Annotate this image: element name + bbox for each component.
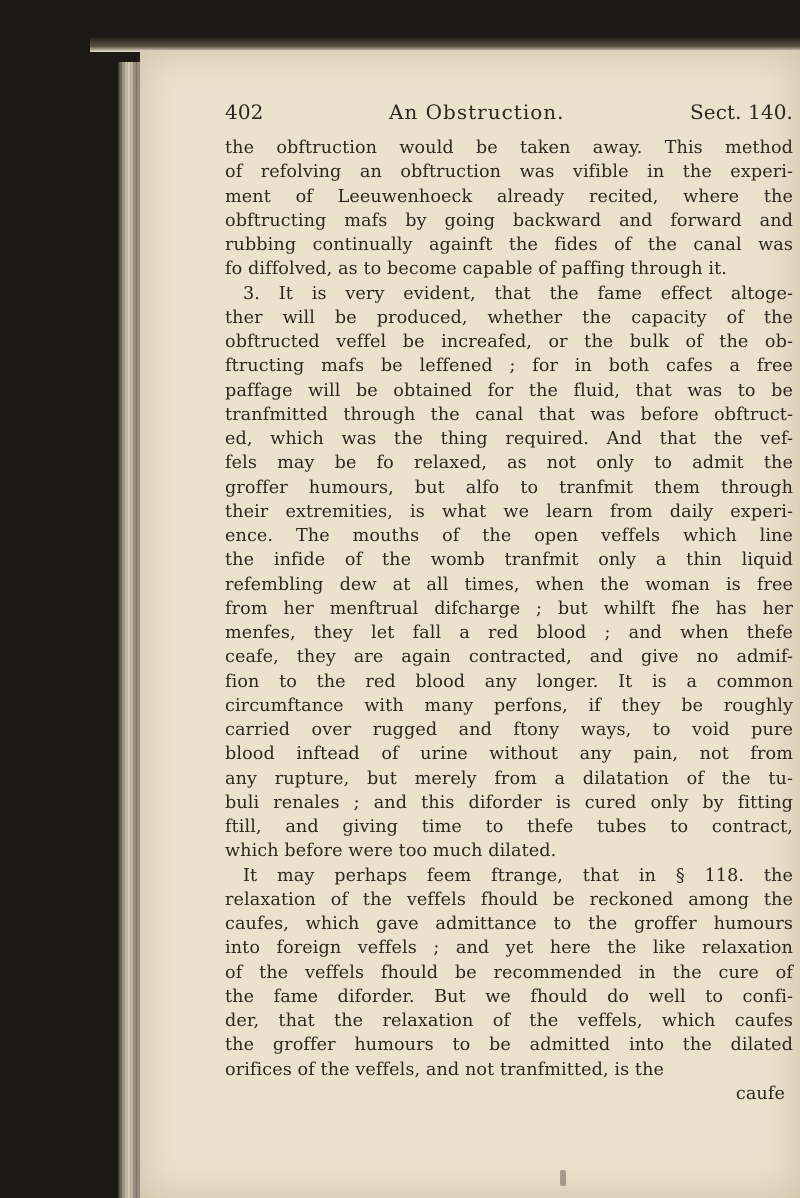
- text-line: refembling dew at all times, when the woman is free: [225, 574, 793, 595]
- page-number: 402: [225, 100, 264, 124]
- text-line: buli renales ; and this diforder is cured only by fitting: [225, 792, 793, 813]
- text-line: blood inftead of urine without any pain, not from: [225, 744, 793, 765]
- text-line: paffage will be obtained for the fluid, that was to be: [225, 380, 793, 401]
- text-line: ftill, and giving time to thefe tubes to contract,: [225, 817, 793, 837]
- text-line: fo diffolved, as to become capable of paffing through it.: [225, 259, 727, 280]
- text-line: ment of Leeuwenhoeck already recited, where the: [225, 186, 793, 207]
- text-line: tranfmitted through the canal that was before obftruct-: [225, 404, 793, 425]
- text-line: ence. The mouths of the open veffels which line: [225, 526, 793, 546]
- text-line: ceafe, they are again contracted, and give no admif-: [225, 647, 793, 668]
- text-line: der, that the relaxation of the veffels, which caufes: [225, 1011, 793, 1031]
- text-line: caufes, which gave admittance to the groffer humours: [225, 914, 793, 934]
- text-line: orifices of the veffels, and not tranfmitted, is the: [225, 1059, 665, 1080]
- catchword: caufe: [735, 1083, 785, 1104]
- ink-mark: [560, 1170, 566, 1186]
- text-line: the fame diforder. But we fhould do well to confi-: [225, 986, 793, 1007]
- text-line: ftructing mafs be leffened ; for in both cafes a free: [225, 356, 793, 377]
- text-line: obftructing mafs by going backward and forward and: [225, 210, 793, 231]
- text-line: menfes, they let fall a red blood ; and when thefe: [225, 623, 793, 643]
- text-line: fels may be fo relaxed, as not only to admit the: [225, 453, 793, 474]
- running-title: An Obstruction.: [388, 100, 565, 124]
- text-line: from her menftrual difcharge ; but whilft fhe has her: [225, 598, 793, 619]
- text-line: groffer humours, but alfo to tranfmit them through: [225, 477, 793, 498]
- text-line: their extremities, is what we learn from daily experi-: [225, 501, 793, 522]
- text-line: the infide of the womb tranfmit only a thin liquid: [225, 550, 793, 571]
- text-line: 3. It is very evident, that the fame effect altoge-: [243, 283, 793, 304]
- text-line: any rupture, but merely from a dilatation of the tu-: [225, 768, 793, 789]
- text-line: It may perhaps feem ftrange, that in § 118. the: [243, 865, 793, 886]
- page-text-block: [225, 100, 793, 1106]
- text-line: of refolving an obftruction was vifible in the experi-: [225, 162, 793, 183]
- text-line: circumftance with many perfons, if they be roughly: [225, 695, 793, 716]
- text-line: ed, which was the thing required. And that the vef-: [225, 429, 793, 449]
- text-line: carried over rugged and ftony ways, to void pure: [225, 720, 793, 740]
- running-header: [225, 100, 793, 136]
- text-line: the obftruction would be taken away. This method: [225, 138, 793, 158]
- text-line: relaxation of the veffels fhould be reckoned among the: [225, 889, 793, 910]
- text-line: obftructed veffel be increafed, or the bulk of the ob-: [225, 332, 793, 352]
- text-line: rubbing continually againft the fides of the canal was: [225, 235, 793, 255]
- text-line: which before were too much dilated.: [225, 841, 557, 862]
- page-stack-lines: [118, 62, 142, 1198]
- text-line: ther will be produced, whether the capacity of the: [225, 307, 793, 328]
- text-line: the groffer humours to be admitted into the dilated: [225, 1035, 793, 1056]
- text-line: into foreign veffels ; and yet here the like relaxation: [225, 938, 793, 959]
- text-line: of the veffels fhould be recommended in the cure of: [225, 962, 793, 983]
- section-number: Sect. 140.: [689, 100, 793, 124]
- body-text: [225, 136, 793, 1082]
- text-line: fion to the red blood any longer. It is a common: [225, 671, 793, 692]
